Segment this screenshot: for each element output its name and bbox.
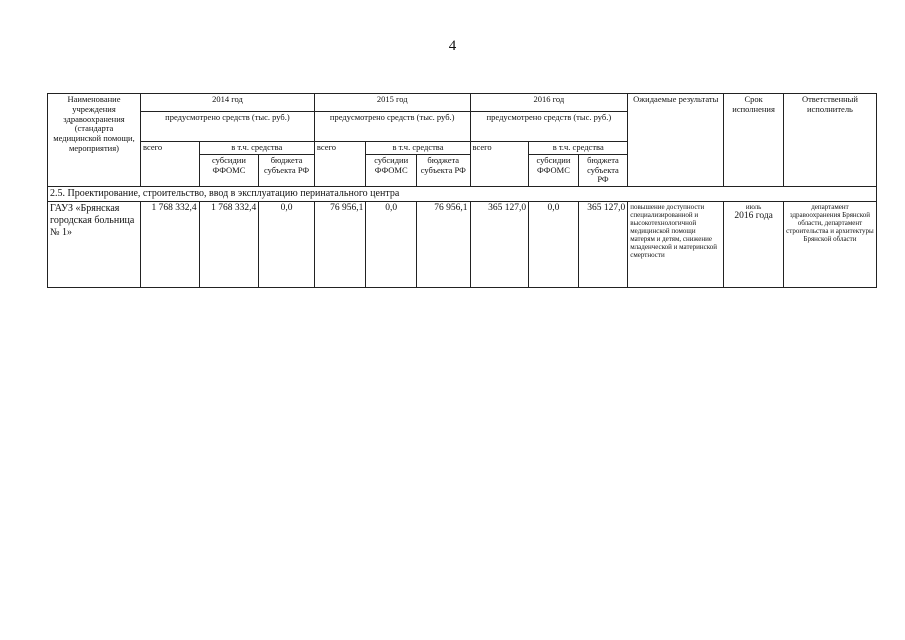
ffoms-2016: 0,0 (529, 201, 579, 287)
header-budget-2014: бюджета субъекта РФ (259, 154, 315, 186)
budget-2014: 0,0 (259, 201, 315, 287)
header-including-2016: в т.ч. средства (529, 142, 628, 155)
total-2014: 1 768 332,4 (141, 201, 200, 287)
header-year-2015: 2015 год (314, 94, 470, 112)
total-2016: 365 127,0 (470, 201, 529, 287)
total-2015: 76 956,1 (314, 201, 366, 287)
expected-results: повышение доступности специализированной и высокотехнологичной медицинской помощи матерям и детям, снижение младенческой и материнской смертности (628, 201, 724, 287)
section-title: 2.5. Проектирование, строительство, ввод в эксплуатацию перинатального центра (48, 187, 877, 202)
header-provided-2014: предусмотрено средств (тыс. руб.) (141, 112, 315, 142)
header-total-2016: всего (470, 142, 529, 187)
header-ffoms-2015: субсидии ФФОМС (366, 154, 417, 186)
responsible-executor: департамент здравоохранения Брянской области, департамент строительства и архитектуры Брянской области (783, 201, 876, 287)
page-number: 4 (448, 38, 457, 54)
table-row (48, 201, 877, 287)
header-ffoms-2014: субсидии ФФОМС (199, 154, 259, 186)
header-responsible: Ответственный исполнитель (783, 94, 876, 187)
header-budget-2015: бюджета субъекта РФ (416, 154, 470, 186)
header-row-years (48, 94, 877, 112)
header-year-2014: 2014 год (141, 94, 315, 112)
header-year-2016: 2016 год (470, 94, 628, 112)
deadline-year: 2016 года (734, 210, 773, 221)
institution-name: ГАУЗ «Брянская городская больница № 1» (48, 201, 141, 287)
ffoms-2014: 1 768 332,4 (199, 201, 259, 287)
deadline-month: июль (745, 202, 762, 211)
deadline-cell (724, 201, 784, 287)
section-row (48, 187, 877, 202)
budget-2015: 76 956,1 (416, 201, 470, 287)
budget-2016: 365 127,0 (578, 201, 628, 287)
header-budget-2016: бюджета субъекта РФ (578, 154, 628, 186)
header-expected-results: Ожидаемые результаты (628, 94, 724, 187)
header-including-2015: в т.ч. средства (366, 142, 470, 155)
funding-table (47, 93, 877, 288)
header-provided-2015: предусмотрено средств (тыс. руб.) (314, 112, 470, 142)
header-total-2014: всего (141, 142, 200, 187)
header-name: Наименование учреждения здравоохранения (стандарта медицинской помощи, мероприятия) (48, 94, 141, 187)
header-ffoms-2016: субсидии ФФОМС (529, 154, 579, 186)
ffoms-2015: 0,0 (366, 201, 417, 287)
header-including-2014: в т.ч. средства (199, 142, 314, 155)
header-provided-2016: предусмотрено средств (тыс. руб.) (470, 112, 628, 142)
header-total-2015: всего (314, 142, 366, 187)
header-deadline: Срок исполнения (724, 94, 784, 187)
